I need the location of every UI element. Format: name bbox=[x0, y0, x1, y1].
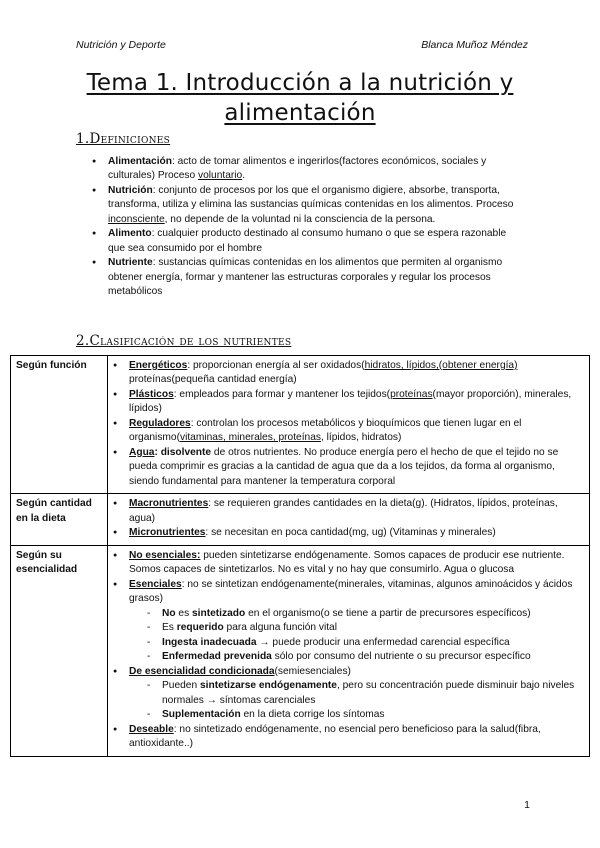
table-row bbox=[11, 356, 590, 494]
item-text: en el organismo(o se tiene a partir de precursores específicos) bbox=[245, 607, 531, 619]
item-text: → puede producir una enfermedad carencial específica bbox=[256, 636, 510, 648]
definition-text: . bbox=[242, 170, 246, 182]
page-number: 1 bbox=[524, 799, 530, 811]
underlined-text: proteínas bbox=[390, 388, 433, 400]
bold-text: Ingesta inadecuada bbox=[162, 636, 257, 648]
row-label: Según función bbox=[11, 356, 108, 494]
term: Plásticos bbox=[129, 388, 174, 400]
item-text: para alguna función vital bbox=[223, 622, 337, 634]
bold-text: sintetizado bbox=[192, 607, 246, 619]
term: No esenciales: bbox=[129, 549, 201, 561]
item-text: (mayor proporción), minerales, lípidos) bbox=[129, 388, 572, 415]
bold-text: Enfermedad prevenida bbox=[162, 651, 272, 663]
row-content bbox=[108, 545, 590, 756]
underlined-text: voluntario bbox=[198, 170, 243, 182]
bold-text: sintetizarse endógenamente bbox=[199, 680, 337, 692]
list-item bbox=[92, 256, 524, 299]
list-item bbox=[92, 184, 524, 227]
table-row bbox=[11, 494, 590, 545]
term: Micronutrientes bbox=[129, 527, 206, 539]
definition-text: : conjunto de procesos por los que el organismo digiere, absorbe, transporta, transforma, utiliza y elimina las sustancias químicas contenidas en los alimentos. Proceso bbox=[108, 184, 514, 211]
term: Alimento bbox=[108, 228, 152, 240]
sub-list-item bbox=[147, 636, 584, 650]
bold-text: Suplementación bbox=[162, 709, 241, 721]
definition-text: : sustancias químicas contenidas en los alimentos que permiten al organismo obtener energía, formar y mantener las estructuras corporales y regular los procesos metabólicos bbox=[108, 257, 503, 298]
term: Reguladores bbox=[129, 417, 191, 429]
bold-text: No bbox=[162, 607, 176, 619]
term: Energéticos bbox=[129, 360, 188, 371]
underlined-text: vitaminas, minerales, proteínas bbox=[179, 432, 321, 444]
sub-list-item bbox=[147, 621, 584, 635]
sub-list-item bbox=[147, 650, 584, 664]
sub-list-item bbox=[147, 708, 584, 722]
item-text: en la dieta corrige los síntomas bbox=[240, 709, 385, 721]
item-text: de otros nutrientes. No produce energía pero el hecho de que el tejido no se pueda comprimir es gracias a la cantidad de agua que da a los tejidos, da forma al organismo, siendo fundamental para mantener la temperatura corporal bbox=[129, 446, 559, 487]
sub-list-item bbox=[147, 607, 584, 621]
bold-text: requerido bbox=[176, 622, 224, 634]
list-item bbox=[113, 526, 584, 540]
definition-text: : acto de tomar alimentos e ingerirlos(factores económicos, sociales y culturales) Proceso bbox=[108, 156, 487, 182]
definition-text: : cualquier producto destinado al consumo humano o que se espera razonable que sea consumido por el hombre bbox=[108, 228, 507, 254]
definitions-list bbox=[92, 155, 524, 300]
row-label: Según su esencialidad bbox=[11, 545, 108, 756]
list-item bbox=[92, 227, 524, 256]
item-text: , pero su concentración puede disminuir bajo niveles normales → síntomas carenciales bbox=[162, 680, 575, 706]
definition-text: , no depende de la voluntad ni la consciencia de la persona. bbox=[164, 213, 436, 225]
table-row bbox=[11, 545, 590, 756]
term: Nutrición bbox=[108, 184, 153, 196]
sub-list-item bbox=[147, 679, 584, 708]
list-item bbox=[113, 359, 584, 388]
header-course: Nutrición y Deporte bbox=[76, 39, 166, 51]
item-text: , lípidos, hidratos) bbox=[320, 432, 402, 444]
item-text: Es bbox=[162, 622, 177, 634]
term: Esenciales bbox=[129, 578, 182, 590]
underlined-text: inconsciente bbox=[108, 213, 165, 225]
row-content bbox=[108, 494, 590, 545]
term: Macronutrientes bbox=[129, 498, 209, 510]
list-item bbox=[113, 497, 584, 526]
item-text: : empleados para formar y mantener los tejidos( bbox=[173, 388, 391, 400]
item-text: : controlan los procesos metabólicos y bioquímicos que tienen lugar en el organismo( bbox=[129, 417, 522, 444]
list-item bbox=[113, 446, 584, 489]
item-text: (semiesenciales) bbox=[274, 665, 351, 677]
item-text: : proporcionan energía al ser oxidados( bbox=[187, 360, 365, 371]
list-item bbox=[113, 723, 584, 752]
item-text: proteínas(pequeña cantidad energía) bbox=[129, 374, 297, 386]
item-text: : se requieren grandes cantidades en la dieta(g). (Hidratos, lípidos, proteínas, agua) bbox=[129, 498, 558, 524]
item-text: pueden sintetizarse endógenamente. Somos capaces de producir ese nutriente. Somos capaces de sintetizarlos. No es vital y no hay que consumirlo. Agua o glucosa bbox=[129, 549, 565, 576]
item-text: es bbox=[175, 607, 193, 619]
term: De esencialidad condicionada bbox=[129, 665, 275, 677]
item-text: : no sintetizado endógenamente, no esencial pero beneficioso para la salud(fibra, antioxidante..) bbox=[129, 723, 541, 750]
classification-table bbox=[10, 355, 590, 757]
header-author: Blanca Muñoz Méndez bbox=[421, 39, 528, 51]
item-text: : se necesitan en poca cantidad(mg, ug) (Vitaminas y minerales) bbox=[205, 527, 496, 539]
row-content bbox=[108, 356, 590, 494]
term: Alimentación bbox=[108, 156, 172, 167]
list-item bbox=[113, 388, 584, 417]
list-item bbox=[113, 549, 584, 578]
section-heading-definiciones: 1.Definiciones bbox=[76, 131, 171, 147]
page-title: Tema 1. Introducción a la nutrición y alimentación bbox=[86, 70, 514, 126]
term: Nutriente bbox=[108, 257, 153, 269]
list-item bbox=[113, 578, 584, 665]
item-text: : no se sintetizan endógenamente(minerales, vitaminas, algunos aminoácidos y ácidos grasos) bbox=[129, 578, 573, 605]
term: Agua bbox=[129, 446, 155, 458]
list-item bbox=[113, 417, 584, 446]
term: Deseable bbox=[129, 723, 174, 735]
list-item bbox=[113, 665, 584, 723]
item-text: Pueden bbox=[162, 680, 200, 692]
item-text: sólo por consumo del nutriente o su precursor específico bbox=[271, 651, 531, 663]
section-heading-clasificacion: 2.Clasificación de los nutrientes bbox=[76, 333, 292, 349]
row-label: Según cantidad en la dieta bbox=[11, 494, 108, 545]
list-item bbox=[92, 155, 524, 184]
bold-text: : disolvente bbox=[154, 446, 212, 458]
underlined-text: hidratos, lípidos,(obtener energía) bbox=[364, 360, 518, 371]
